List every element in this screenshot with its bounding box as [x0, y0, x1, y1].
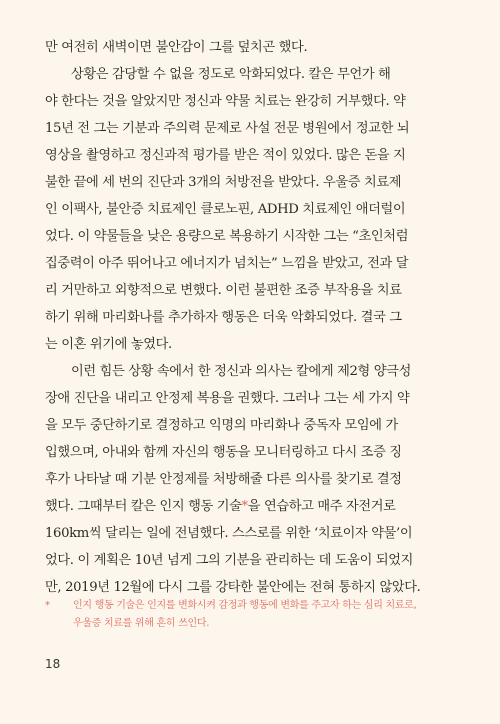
text-line: 인 이팩사, 불안증 치료제인 클로노핀, ADHD 치료제인 애더럴이: [45, 202, 406, 217]
text-line: [45, 493, 455, 520]
text-line: 하기 위해 마리화나를 추가하자 행동은 더욱 악화되었다. 결국 그: [45, 310, 402, 325]
text-line: 야 한다는 것을 알았지만 정신과 약물 치료는 완강히 거부했다. 약: [45, 94, 406, 109]
footnote: [45, 597, 455, 633]
footnote-line: 우울증 치료를 위해 흔히 쓰인다.: [73, 618, 210, 629]
footnote-mark: *: [45, 600, 50, 611]
text-line-start: 했다. 그때부터 칼은 인지 행동 기술: [45, 499, 242, 514]
text-line: 는 이혼 위기에 놓였다.: [45, 337, 172, 352]
text-line: 만 여전히 새벽이면 불안감이 그를 덮치곤 했다.: [45, 40, 308, 55]
footnote-line: 인지 행동 기술은 인지를 변화시켜 감정과 행동에 변화를 주고자 하는 심리 치료로,: [73, 600, 417, 611]
text-line-end: 을 연습하고 매주 자전거로: [247, 499, 396, 514]
page-number: 18: [45, 657, 61, 671]
text-line: 영상을 촬영하고 정신과적 평가를 받은 적이 있었다. 많은 돈을 지: [45, 148, 406, 163]
footnote-reference: *: [241, 499, 248, 514]
text-line: 이런 힘든 상황 속에서 한 정신과 의사는 칼에게 제2형 양극성: [71, 364, 411, 379]
text-line: 었다. 이 계획은 10년 넘게 그의 기분을 관리하는 데 도움이 되었지: [45, 553, 414, 568]
text-line: 입했으며, 아내와 함께 자신의 행동을 모니터링하고 다시 조증 징: [45, 445, 402, 460]
text-line: 상황은 감당할 수 없을 정도로 악화되었다. 칼은 무언가 해: [71, 67, 391, 82]
text-line: 15년 전 그는 기분과 주의력 문제로 사설 전문 병원에서 정교한 뇌: [45, 121, 410, 136]
body-text: [45, 34, 455, 601]
text-line: 만, 2019년 12월에 다시 그를 강타한 불안에는 전혀 통하지 않았다.: [45, 580, 421, 595]
text-line: 리 거만하고 외향적으로 변했다. 이런 불편한 조증 부작용을 치료: [45, 283, 402, 298]
text-line: 었다. 이 약물들을 낮은 용량으로 복용하기 시작한 그는 “초인처럼: [45, 229, 409, 244]
text-line: 후가 나타날 때 기분 안정제를 처방해줄 다른 의사를 찾기로 결정: [45, 472, 402, 487]
text-line: 장애 진단을 내리고 안정제 복용을 권했다. 그러나 그는 세 가지 약: [45, 391, 410, 406]
text-line: 집중력이 아주 뛰어나고 에너지가 넘치는” 느낌을 받았고, 전과 달: [45, 256, 409, 271]
text-line: 을 모두 중단하기로 결정하고 익명의 마리화나 중독자 모임에 가: [45, 418, 398, 433]
text-line: 160km씩 달리는 일에 전념했다. 스스로를 위한 ‘치료이자 약물’이: [45, 526, 413, 541]
text-line: 불한 끝에 세 번의 진단과 3개의 처방전을 받았다. 우울증 치료제: [45, 175, 402, 190]
